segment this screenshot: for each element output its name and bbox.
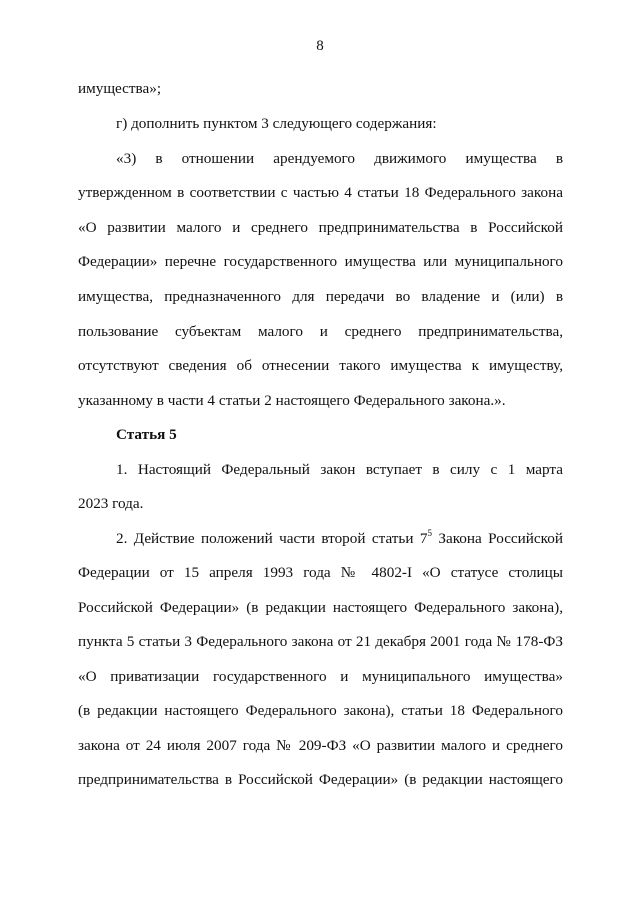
superscript: 5 xyxy=(427,528,432,538)
text-line: Российской Федерации» (в редакции настоящего Федерального закона), xyxy=(78,599,563,616)
text-line: 2023 года. xyxy=(78,495,144,512)
text-line: «3) в отношении арендуемого движимого имущества в xyxy=(116,150,563,167)
text-line: предпринимательства в Российской Федерации» (в редакции настоящего xyxy=(78,771,563,788)
text-line: отсутствуют сведения об отнесении такого имущества к имуществу, xyxy=(78,357,563,374)
text-line: Федерации» перечне государственного имущества или муниципального xyxy=(78,253,563,270)
text-line: утвержденном в соответствии с частью 4 статьи 18 Федерального закона xyxy=(78,184,563,201)
text-span: 2. Действие положений части второй статьи 7 xyxy=(116,530,428,547)
text-line: закона от 24 июля 2007 года № 209-ФЗ «О развитии малого и среднего xyxy=(78,737,563,754)
text-line: указанному в части 4 статьи 2 настоящего Федерального закона.». xyxy=(78,392,506,409)
text-line: Федерации от 15 апреля 1993 года № 4802-I «О статусе столицы xyxy=(78,564,563,581)
text-line: «О приватизации государственного и муниципального имущества» xyxy=(78,668,563,685)
text-line: пользование субъектам малого и среднего предпринимательства, xyxy=(78,323,563,340)
text-span: Закона Российской xyxy=(431,530,563,547)
text-line: 1. Настоящий Федеральный закон вступает в силу с 1 марта xyxy=(116,461,563,478)
text-line xyxy=(116,529,563,549)
text-line: имущества, предназначенного для передачи во владение и (или) в xyxy=(78,288,563,305)
text-line: (в редакции настоящего Федерального закона), статьи 18 Федерального xyxy=(78,702,563,719)
article-heading: Статья 5 xyxy=(116,426,177,443)
text-line: г) дополнить пунктом 3 следующего содержания: xyxy=(116,115,437,132)
text-line: пункта 5 статьи 3 Федерального закона от 21 декабря 2001 года № 178-ФЗ xyxy=(78,633,563,650)
text-line: имущества»; xyxy=(78,80,162,97)
text-line: «О развитии малого и среднего предпринимательства в Российской xyxy=(78,219,563,236)
page-number: 8 xyxy=(316,38,324,54)
